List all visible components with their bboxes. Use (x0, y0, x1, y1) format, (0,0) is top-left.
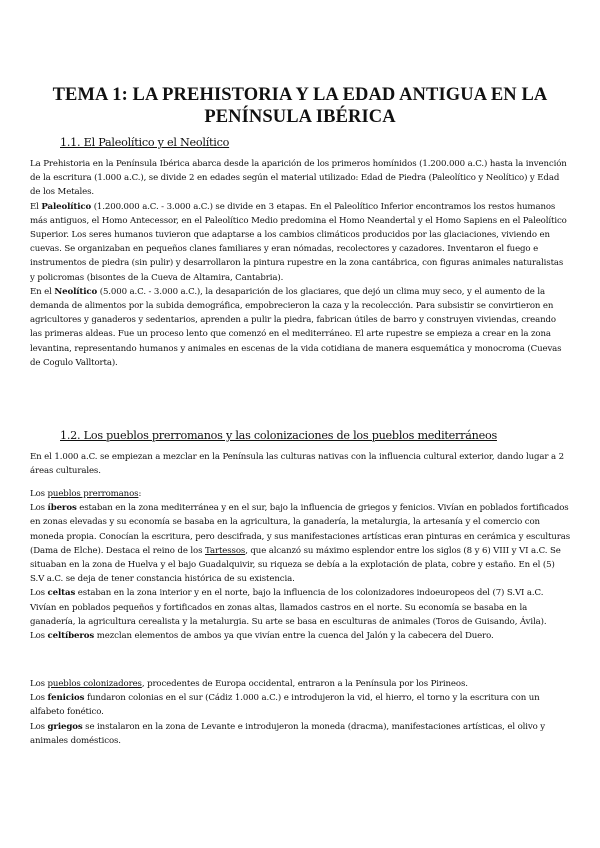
fenicios-text: fundaron colonias en el sur (Cádiz 1.000 a.C.) e introdujeron la vid, el hierro, el torno y la escritura con un alfabeto fonético. (30, 693, 540, 718)
prehistoria-intro-paragraph: La Prehistoria en la Península Ibérica abarca desde la aparición de los primeros homínidos (1.200.000 a.C.) hasta la invención de la escritura (1.000 a.C.), se divide 2 en edades según el material utilizado: Edad de Piedra (Paleolítico y Neolítico) y Edad de los Metales. (30, 159, 567, 198)
iberos-text: estaban en la zona mediterránea y en el sur, bajo la influencia de griegos y fenicios. Vivían en poblados fortificados en zonas elevadas y su economía se basaba en la agricultura, la ganadería, la metalurgia, la artesanía y el comercio con moneda propia. Conocían la escritura, pero descifrada, y sus manifestaciones artísticas eran pinturas en cerámica y esculturas (Dama de Elche). Destaca el reino de los (30, 503, 571, 556)
section-heading-pueblos: 1.2. Los pueblos prerromanos y las colonizaciones de los pueblos mediterráneos (60, 429, 497, 442)
celtiberos-term: celtíberos (47, 631, 95, 642)
colonizadores-text: , procedentes de Europa occidental, entraron a la Península por los Pirineos. (141, 679, 468, 689)
griegos-text: se instalaron en la zona de Levante e introdujeron la moneda (dracma), manifestaciones artísticas, el olivo y animales domésticos. (30, 721, 546, 746)
paragraph-lead: Los (30, 489, 48, 499)
paragraph-lead: El (30, 201, 42, 212)
paragraph-colon: : (138, 489, 142, 499)
paragraph-lead: Los (30, 679, 48, 689)
celtas-text: estaban en la zona interior y en el norte, bajo la influencia de los colonizadores indoeuropeos del (7) S.VI a.C. Vivían en poblados pequeños y fortificados en zonas altas, llamados castros en el norte. Su economía se basaba en la ganadería, la agricultura cerealista y la metalurgia. Su arte se basa en esculturas de animales (Toros de Guisando, Ávila). (30, 588, 547, 627)
paleolitico-paragraph (30, 200, 570, 285)
neolitico-term: Neolítico (54, 286, 98, 297)
griegos-paragraph (30, 720, 570, 748)
prerromanos-block (30, 487, 570, 643)
paragraph-lead: Los (30, 721, 48, 732)
prerromanos-label (30, 487, 570, 501)
iberos-term: íberos (47, 503, 77, 514)
section-body-paleolitico (30, 157, 570, 370)
colonizadores-paragraph (30, 677, 570, 691)
section-heading-paleolitico: 1.1. El Paleolítico y el Neolítico (60, 136, 230, 149)
prerromanos-term: pueblos prerromanos (47, 489, 139, 499)
document-title: TEMA 1: LA PREHISTORIA Y LA EDAD ANTIGUA EN LA PENÍNSULA IBÉRICA (52, 85, 548, 128)
paleolitico-term: Paleolítico (41, 201, 92, 212)
celtiberos-paragraph (30, 629, 570, 643)
fenicios-term: fenicios (47, 693, 85, 704)
paragraph-lead: En el (30, 286, 55, 297)
neolitico-paragraph (30, 285, 570, 370)
pueblos-intro-paragraph: En el 1.000 a.C. se empiezan a mezclar en la Península las culturas nativas con la influencia cultural exterior, dando lugar a 2 áreas culturales. (30, 452, 564, 477)
paragraph-lead: Los (30, 503, 48, 514)
celtiberos-text: mezclan elementos de ambos ya que vivían entre la cuenca del Jalón y la cabecera del Duero. (94, 631, 494, 642)
neolitico-text: (5.000 a.C. - 3.000 a.C.), la desaparición de los glaciares, que dejó un clima muy seco, y el aumento de la demanda de alimentos por la subida demográfica, empobrecieron la caza y la recolección. Para subsistir se convirtieron en agricultores y ganaderos y sedentarios, aprenden a pulir la piedra, fabrican útiles de barro y construyen viviendas, creando las primeras aldeas. Fue un proceso lento que comenzó en el mediterráneo. El arte rupestre se empieza a crear en la zona levantina, representando humanos y animales en escenas de la vida cotidiana de manera esquemática y monocroma (Cuevas de Cogulo Valltorta). (30, 286, 562, 368)
paragraph-lead: Los (30, 693, 48, 704)
celtas-term: celtas (47, 588, 76, 599)
fenicios-paragraph (30, 691, 570, 719)
iberos-paragraph (30, 501, 570, 586)
pueblos-intro-block (30, 450, 570, 478)
colonizadores-block (30, 677, 570, 748)
tartessos-link[interactable]: Tartessos (205, 545, 246, 556)
paleolitico-text: (1.200.000 a.C. - 3.000 a.C.) se divide en 3 etapas. En el Paleolítico Inferior encontramos los restos humanos más antiguos, el Homo Antecessor, en el Paleolítico Medio predomina el Homo Neandertal y el Homo Sapiens en el Paleolítico Superior. Los seres humanos tuvieron que adaptarse a los cambios climáticos producidos por las glaciaciones, viviendo en cuevas. Se organizaban en pequeños clanes familiares y eran nómadas, recolectores y cazadores. Inventaron el fuego e instrumentos de piedra (sin pulir) y desarrollaron la pintura rupestre en la zona cantábrica, con figuras animales naturalistas y policromas (bisontes de la Cueva de Altamira, Cantabria). (30, 201, 567, 283)
griegos-term: griegos (47, 721, 83, 732)
paragraph-lead: Los (30, 588, 48, 599)
paragraph-lead: Los (30, 631, 48, 642)
iberos-text-continued: , que alcanzó su máximo esplendor entre los siglos (8 y 6) VIII y VI a.C. Se situaban en la zona de Huelva y el bajo Guadalquivir, su riqueza se debía a la explotación de plata, cobre y estaño. En el (5) S.V a.C. se deja de tener constancia histórica de su existencia. (30, 545, 561, 585)
colonizadores-term: pueblos colonizadores (47, 679, 142, 689)
celtas-paragraph (30, 586, 570, 629)
